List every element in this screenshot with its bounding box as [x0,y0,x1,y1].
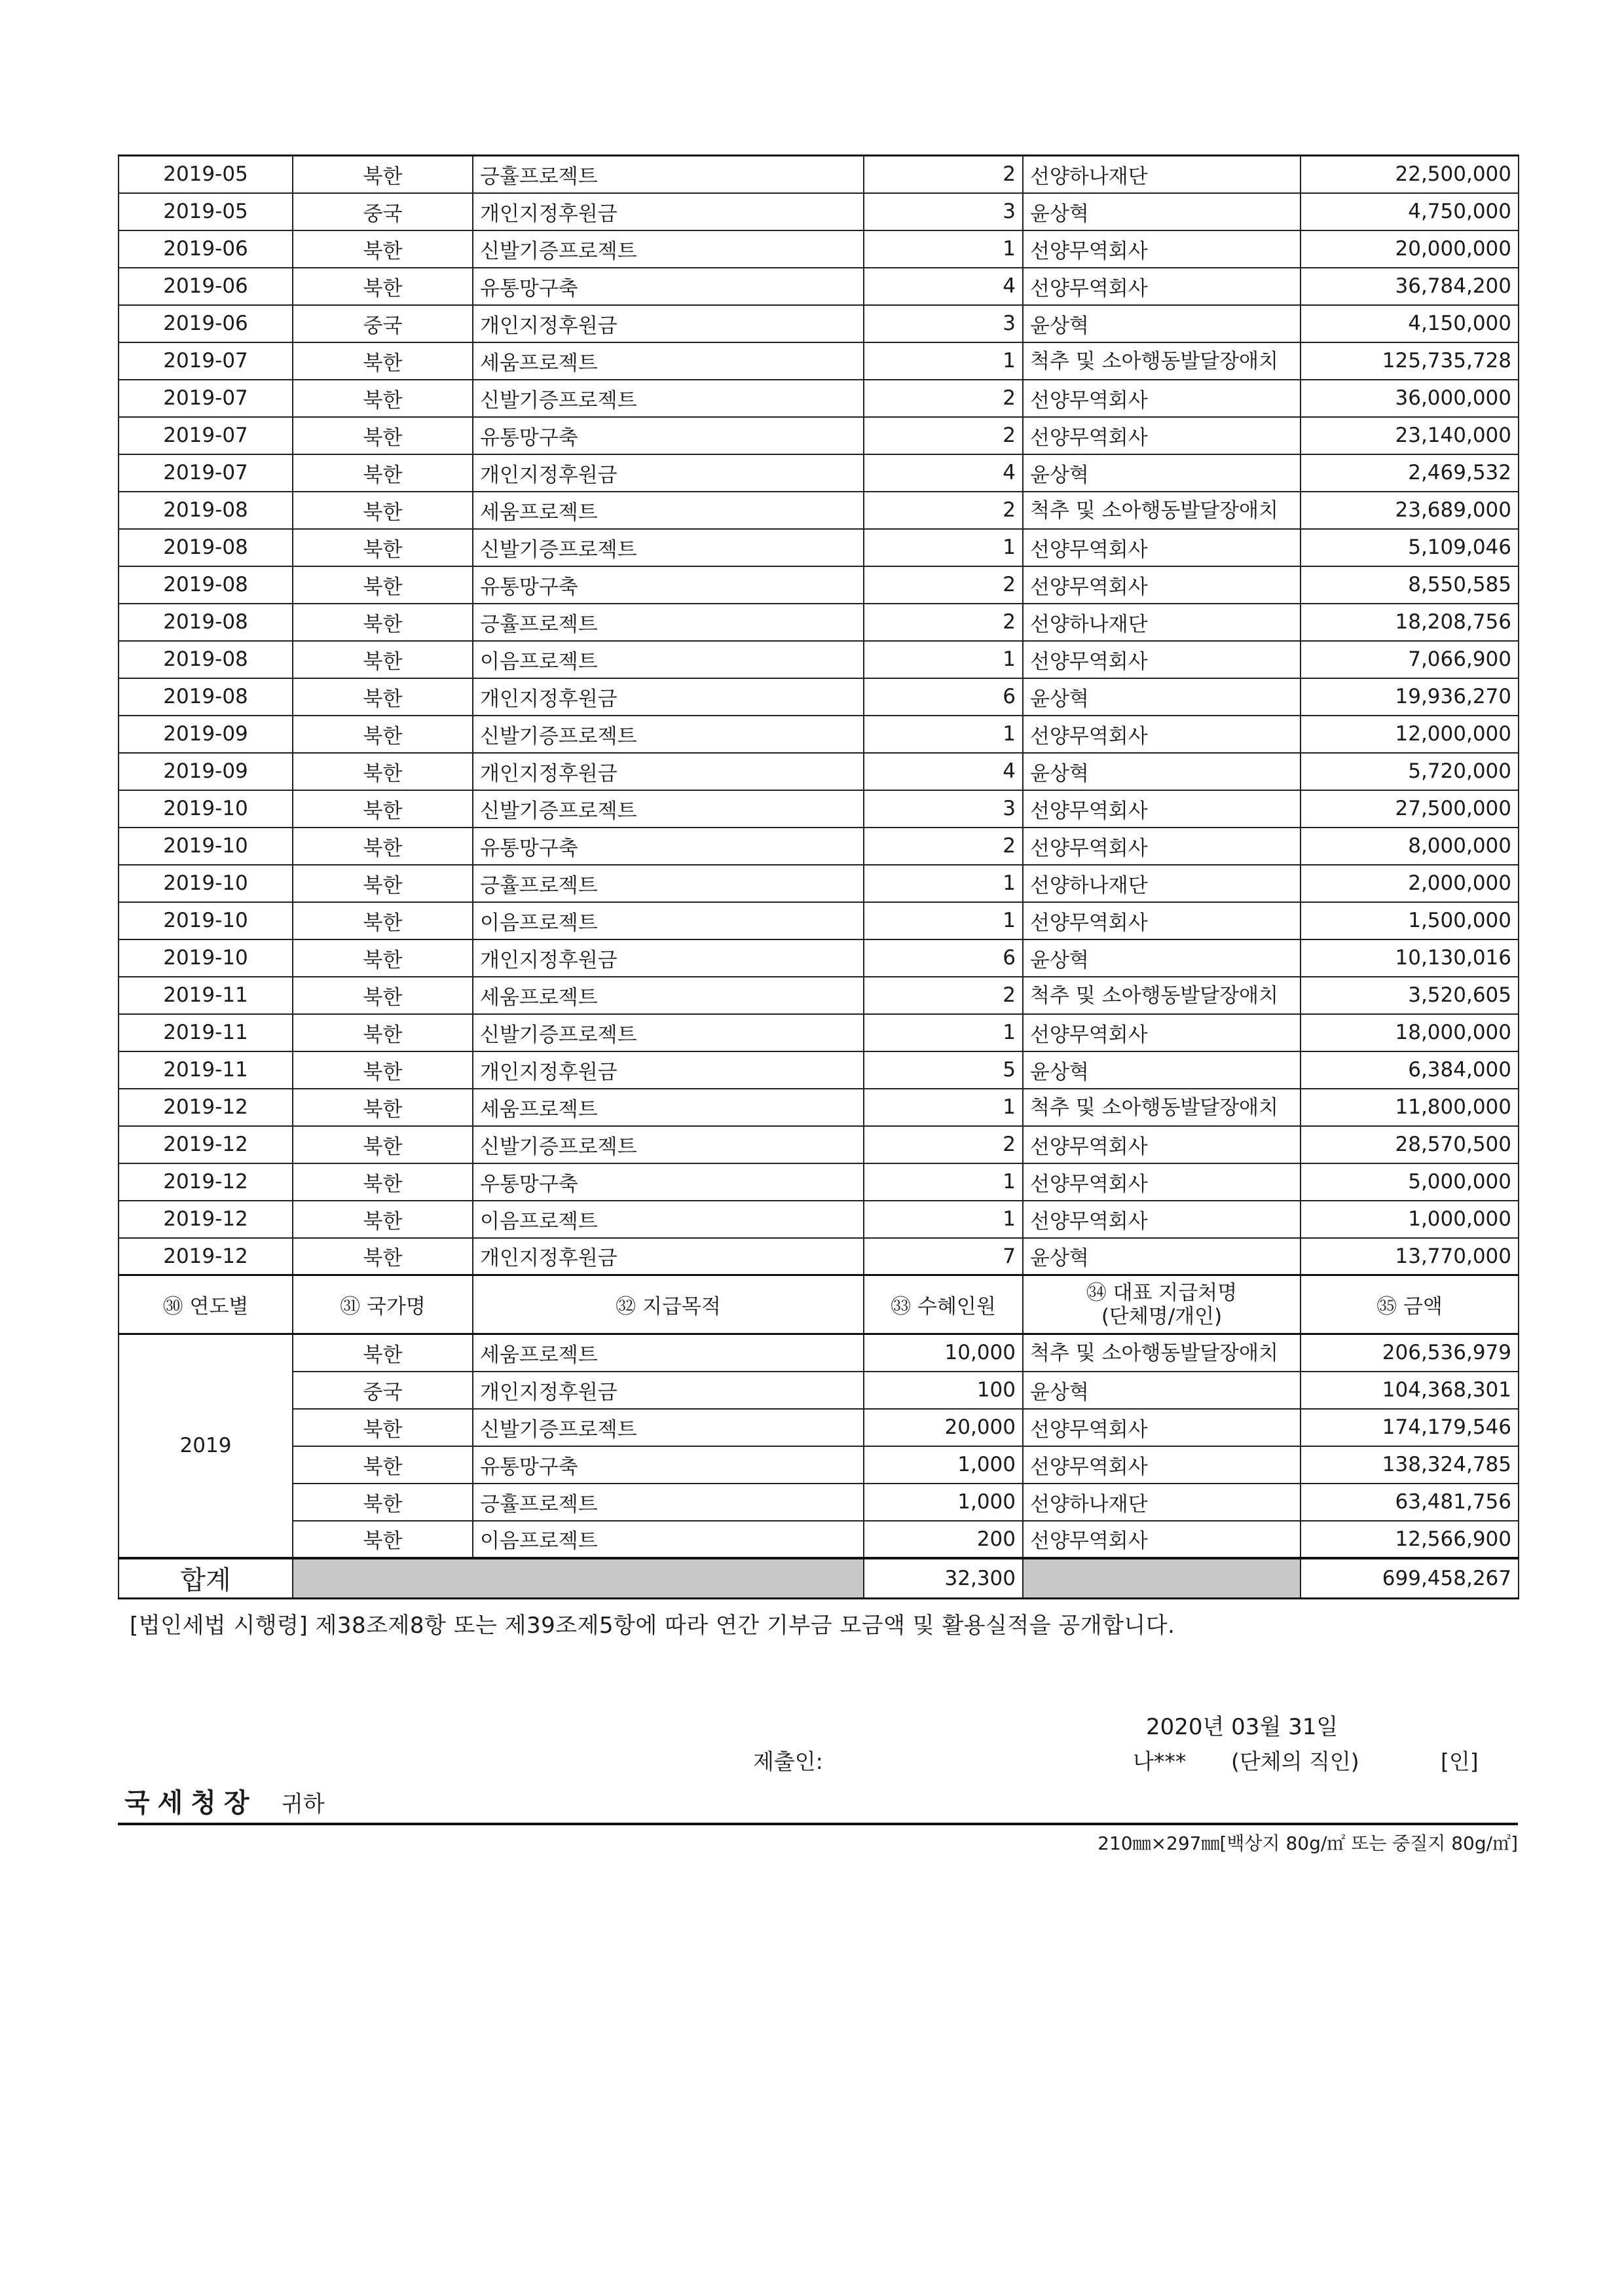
cell-date: 2019-08 [119,678,293,716]
cell-amount: 19,936,270 [1301,678,1519,716]
cell-recipient: 선양무역회사 [1023,641,1301,678]
cell-recipient: 윤상혁 [1023,454,1301,492]
cell-amount: 1,500,000 [1301,902,1519,939]
cell-country: 중국 [293,305,473,342]
summary-row [119,1372,1519,1409]
cell-purpose: 유통망구축 [473,828,864,865]
cell-purpose: 신발기증프로젝트 [473,1014,864,1051]
cell-date: 2019-08 [119,529,293,566]
header-country: ㉛ 국가명 [293,1275,473,1334]
cell-purpose: 세움프로젝트 [473,977,864,1014]
cell-amount: 28,570,500 [1301,1126,1519,1163]
cell-count: 4 [864,753,1023,790]
cell-country: 북한 [293,1089,473,1126]
cell-date: 2019-07 [119,417,293,454]
cell-recipient: 윤상혁 [1023,753,1301,790]
cell-recipient: 척추 및 소아행동발달장애치 [1023,1334,1301,1372]
table-row [119,1014,1519,1051]
cell-count: 1 [864,641,1023,678]
cell-purpose: 신발기증프로젝트 [473,790,864,828]
table-row [119,342,1519,380]
cell-count: 7 [864,1238,1023,1275]
cell-recipient: 선양무역회사 [1023,268,1301,305]
cell-date: 2019-10 [119,902,293,939]
cell-purpose: 세움프로젝트 [473,492,864,529]
cell-purpose: 이음프로젝트 [473,1201,864,1238]
cell-count: 2 [864,604,1023,641]
cell-amount: 2,469,532 [1301,454,1519,492]
cell-count: 1 [864,529,1023,566]
cell-country: 북한 [293,1521,473,1558]
cell-country: 북한 [293,492,473,529]
cell-amount: 12,000,000 [1301,716,1519,753]
summary-row [119,1446,1519,1484]
cell-amount: 12,566,900 [1301,1521,1519,1558]
cell-country: 북한 [293,865,473,902]
summary-year: 2019 [119,1334,293,1558]
cell-recipient: 윤상혁 [1023,193,1301,230]
cell-country: 북한 [293,1334,473,1372]
cell-country: 북한 [293,1051,473,1089]
table-row [119,566,1519,604]
table-row [119,1051,1519,1089]
cell-purpose: 유통망구축 [473,268,864,305]
cell-recipient: 선양무역회사 [1023,1163,1301,1201]
cell-country: 북한 [293,268,473,305]
cell-count: 2 [864,566,1023,604]
table-row [119,454,1519,492]
cell-amount: 36,000,000 [1301,380,1519,417]
cell-recipient: 선양무역회사 [1023,1446,1301,1484]
submission-date: 2020년 03월 31일 [1146,1714,1338,1740]
cell-count: 100 [864,1372,1023,1409]
cell-purpose: 신발기증프로젝트 [473,716,864,753]
cell-country: 북한 [293,1014,473,1051]
table-row [119,828,1519,865]
cell-recipient: 선양무역회사 [1023,1126,1301,1163]
table-row [119,1089,1519,1126]
cell-amount: 27,500,000 [1301,790,1519,828]
cell-recipient: 선양무역회사 [1023,380,1301,417]
total-blank-recipient [1023,1558,1301,1599]
cell-amount: 36,784,200 [1301,268,1519,305]
table-row [119,865,1519,902]
submitter-name: 나*** [1133,1749,1187,1774]
cell-amount: 5,000,000 [1301,1163,1519,1201]
table-row [119,902,1519,939]
cell-country: 북한 [293,566,473,604]
cell-amount: 11,800,000 [1301,1089,1519,1126]
table-row [119,753,1519,790]
cell-recipient: 선양무역회사 [1023,566,1301,604]
cell-purpose: 개인지정후원금 [473,454,864,492]
cell-recipient: 선양무역회사 [1023,529,1301,566]
table-row [119,417,1519,454]
cell-count: 3 [864,790,1023,828]
cell-count: 1 [864,342,1023,380]
cell-count: 1 [864,1089,1023,1126]
cell-country: 북한 [293,1163,473,1201]
cell-country: 북한 [293,1446,473,1484]
cell-recipient: 선양무역회사 [1023,1409,1301,1446]
cell-amount: 3,520,605 [1301,977,1519,1014]
cell-recipient: 선양무역회사 [1023,417,1301,454]
cell-country: 북한 [293,902,473,939]
cell-amount: 6,384,000 [1301,1051,1519,1089]
cell-recipient: 선양무역회사 [1023,716,1301,753]
table-row [119,156,1519,193]
cell-count: 6 [864,939,1023,977]
cell-amount: 4,150,000 [1301,305,1519,342]
cell-count: 1,000 [864,1484,1023,1521]
cell-count: 4 [864,268,1023,305]
cell-purpose: 세움프로젝트 [473,1334,864,1372]
summary-row [119,1409,1519,1446]
cell-date: 2019-07 [119,342,293,380]
cell-date: 2019-10 [119,790,293,828]
header-count: ㉝ 수혜인원 [864,1275,1023,1334]
cell-count: 3 [864,193,1023,230]
cell-country: 북한 [293,939,473,977]
cell-country: 북한 [293,1409,473,1446]
cell-purpose: 유통망구축 [473,1446,864,1484]
cell-count: 1 [864,1014,1023,1051]
header-purpose: ㉜ 지급목적 [473,1275,864,1334]
cell-count: 5 [864,1051,1023,1089]
cell-count: 1 [864,230,1023,268]
cell-purpose: 개인지정후원금 [473,305,864,342]
cell-amount: 138,324,785 [1301,1446,1519,1484]
cell-recipient: 척추 및 소아행동발달장애치 [1023,1089,1301,1126]
cell-amount: 2,000,000 [1301,865,1519,902]
total-blank-cell [293,1558,864,1599]
cell-date: 2019-06 [119,230,293,268]
cell-recipient: 윤상혁 [1023,1238,1301,1275]
cell-country: 북한 [293,156,473,193]
cell-country: 북한 [293,641,473,678]
cell-date: 2019-05 [119,193,293,230]
cell-recipient: 선양무역회사 [1023,1521,1301,1558]
cell-country: 북한 [293,1484,473,1521]
cell-date: 2019-11 [119,1014,293,1051]
cell-count: 2 [864,492,1023,529]
cell-purpose: 신발기증프로젝트 [473,380,864,417]
cell-purpose: 우통망구축 [473,1163,864,1201]
cell-count: 1,000 [864,1446,1023,1484]
cell-amount: 7,066,900 [1301,641,1519,678]
table-row [119,939,1519,977]
table-row [119,604,1519,641]
cell-purpose: 세움프로젝트 [473,1089,864,1126]
cell-recipient: 척추 및 소아행동발달장애치 [1023,977,1301,1014]
cell-count: 20,000 [864,1409,1023,1446]
cell-count: 1 [864,1201,1023,1238]
cell-amount: 10,130,016 [1301,939,1519,977]
cell-country: 중국 [293,1372,473,1409]
summary-header-row [119,1275,1519,1334]
table-row [119,529,1519,566]
cell-date: 2019-11 [119,977,293,1014]
cell-amount: 4,750,000 [1301,193,1519,230]
cell-date: 2019-11 [119,1051,293,1089]
cell-purpose: 개인지정후원금 [473,1051,864,1089]
cell-amount: 8,000,000 [1301,828,1519,865]
cell-recipient: 척추 및 소아행동발달장애치 [1023,342,1301,380]
cell-count: 200 [864,1521,1023,1558]
cell-recipient: 선양무역회사 [1023,1014,1301,1051]
cell-date: 2019-09 [119,716,293,753]
cell-country: 북한 [293,753,473,790]
table-row [119,678,1519,716]
cell-amount: 23,689,000 [1301,492,1519,529]
cell-date: 2019-07 [119,380,293,417]
cell-recipient: 윤상혁 [1023,939,1301,977]
cell-country: 북한 [293,604,473,641]
cell-amount: 104,368,301 [1301,1372,1519,1409]
cell-recipient: 선양하나재단 [1023,1484,1301,1521]
cell-count: 2 [864,417,1023,454]
cell-date: 2019-08 [119,492,293,529]
donation-detail-table [118,155,1519,1599]
cell-amount: 18,000,000 [1301,1014,1519,1051]
cell-count: 1 [864,716,1023,753]
cell-recipient: 선양무역회사 [1023,902,1301,939]
cell-purpose: 유통망구축 [473,566,864,604]
paper-spec: 210㎜×297㎜[백상지 80g/㎡ 또는 중질지 80g/㎡] [1098,1832,1518,1854]
header-recipient [1023,1275,1301,1334]
report-page [118,155,1518,1639]
cell-purpose: 이음프로젝트 [473,641,864,678]
cell-purpose: 신발기증프로젝트 [473,230,864,268]
summary-table-body [119,1275,1519,1334]
cell-country: 북한 [293,1201,473,1238]
cell-amount: 8,550,585 [1301,566,1519,604]
cell-amount: 63,481,756 [1301,1484,1519,1521]
cell-amount: 5,109,046 [1301,529,1519,566]
cell-purpose: 개인지정후원금 [473,753,864,790]
cell-purpose: 개인지정후원금 [473,193,864,230]
cell-count: 2 [864,380,1023,417]
cell-amount: 20,000,000 [1301,230,1519,268]
cell-count: 1 [864,865,1023,902]
cell-purpose: 이음프로젝트 [473,902,864,939]
total-amount: 699,458,267 [1301,1558,1519,1599]
header-recipient-line2: (단체명/개인) [1101,1304,1223,1328]
cell-date: 2019-07 [119,454,293,492]
addressee-line [118,1779,1518,1825]
cell-recipient: 선양무역회사 [1023,828,1301,865]
cell-country: 북한 [293,1238,473,1275]
cell-count: 2 [864,977,1023,1014]
cell-purpose: 긍휼프로젝트 [473,1484,864,1521]
cell-date: 2019-10 [119,939,293,977]
cell-count: 1 [864,1163,1023,1201]
summary-rows [119,1334,1519,1558]
cell-amount: 13,770,000 [1301,1238,1519,1275]
cell-recipient: 선양하나재단 [1023,156,1301,193]
cell-recipient: 선양무역회사 [1023,230,1301,268]
cell-recipient: 선양무역회사 [1023,790,1301,828]
cell-date: 2019-06 [119,268,293,305]
summary-row [119,1484,1519,1521]
cell-purpose: 개인지정후원금 [473,939,864,977]
cell-count: 10,000 [864,1334,1023,1372]
cell-date: 2019-08 [119,604,293,641]
cell-recipient: 윤상혁 [1023,1372,1301,1409]
cell-country: 북한 [293,977,473,1014]
cell-date: 2019-08 [119,641,293,678]
cell-recipient: 선양무역회사 [1023,1201,1301,1238]
cell-country: 북한 [293,529,473,566]
header-year: ㉚ 연도별 [119,1275,293,1334]
cell-date: 2019-06 [119,305,293,342]
cell-purpose: 이음프로젝트 [473,1521,864,1558]
cell-purpose: 긍휼프로젝트 [473,604,864,641]
cell-date: 2019-08 [119,566,293,604]
cell-country: 북한 [293,790,473,828]
cell-count: 2 [864,1126,1023,1163]
cell-country: 북한 [293,716,473,753]
cell-purpose: 유통망구축 [473,417,864,454]
total-body [119,1558,1519,1599]
header-amount: ㉟ 금액 [1301,1275,1519,1334]
cell-amount: 18,208,756 [1301,604,1519,641]
header-recipient-line1: ㉞ 대표 지급처명 [1086,1281,1238,1305]
cell-amount: 1,000,000 [1301,1201,1519,1238]
detail-table-body [119,156,1519,1275]
cell-country: 북한 [293,417,473,454]
cell-date: 2019-12 [119,1201,293,1238]
table-row [119,1201,1519,1238]
cell-purpose: 개인지정후원금 [473,678,864,716]
table-row [119,492,1519,529]
addressee-title: 국세청장 [124,1788,257,1818]
cell-date: 2019-05 [119,156,293,193]
cell-purpose: 개인지정후원금 [473,1238,864,1275]
total-row [119,1558,1519,1599]
cell-recipient: 윤상혁 [1023,678,1301,716]
cell-country: 북한 [293,678,473,716]
cell-date: 2019-12 [119,1089,293,1126]
addressee-honorific: 귀하 [282,1791,325,1817]
table-row [119,1163,1519,1201]
table-row [119,380,1519,417]
cell-date: 2019-12 [119,1126,293,1163]
total-label: 합계 [119,1558,293,1599]
cell-recipient: 윤상혁 [1023,305,1301,342]
total-count: 32,300 [864,1558,1023,1599]
table-row [119,193,1519,230]
cell-count: 1 [864,902,1023,939]
cell-recipient: 척추 및 소아행동발달장애치 [1023,492,1301,529]
cell-purpose: 신발기증프로젝트 [473,529,864,566]
cell-country: 중국 [293,193,473,230]
summary-row [119,1334,1519,1372]
cell-purpose: 긍휼프로젝트 [473,156,864,193]
cell-amount: 206,536,979 [1301,1334,1519,1372]
summary-row [119,1521,1519,1558]
table-row [119,977,1519,1014]
cell-date: 2019-10 [119,828,293,865]
cell-amount: 125,735,728 [1301,342,1519,380]
cell-recipient: 윤상혁 [1023,1051,1301,1089]
cell-country: 북한 [293,828,473,865]
cell-country: 북한 [293,230,473,268]
cell-recipient: 선양하나재단 [1023,865,1301,902]
seal-mark: [인] [1441,1749,1479,1774]
cell-purpose: 개인지정후원금 [473,1372,864,1409]
cell-date: 2019-12 [119,1238,293,1275]
cell-count: 2 [864,828,1023,865]
submitter-role: (단체의 직인) [1231,1749,1359,1774]
table-row [119,641,1519,678]
cell-date: 2019-10 [119,865,293,902]
cell-count: 2 [864,156,1023,193]
table-row [119,1126,1519,1163]
cell-country: 북한 [293,342,473,380]
cell-country: 북한 [293,380,473,417]
disclosure-note: [법인세법 시행령] 제38조제8항 또는 제39조제5항에 따라 연간 기부금 모금액 및 활용실적을 공개합니다. [130,1613,1175,1639]
table-row [119,1238,1519,1275]
cell-date: 2019-09 [119,753,293,790]
cell-amount: 174,179,546 [1301,1409,1519,1446]
cell-purpose: 신발기증프로젝트 [473,1409,864,1446]
table-row [119,305,1519,342]
cell-purpose: 신발기증프로젝트 [473,1126,864,1163]
cell-purpose: 세움프로젝트 [473,342,864,380]
cell-count: 3 [864,305,1023,342]
table-row [119,268,1519,305]
table-row [119,230,1519,268]
cell-amount: 23,140,000 [1301,417,1519,454]
cell-count: 4 [864,454,1023,492]
submitter-label: 제출인: [753,1749,823,1774]
cell-date: 2019-12 [119,1163,293,1201]
cell-country: 북한 [293,454,473,492]
table-row [119,716,1519,753]
cell-amount: 22,500,000 [1301,156,1519,193]
cell-country: 북한 [293,1126,473,1163]
cell-purpose: 긍휼프로젝트 [473,865,864,902]
table-row [119,790,1519,828]
cell-recipient: 선양하나재단 [1023,604,1301,641]
cell-count: 6 [864,678,1023,716]
cell-amount: 5,720,000 [1301,753,1519,790]
